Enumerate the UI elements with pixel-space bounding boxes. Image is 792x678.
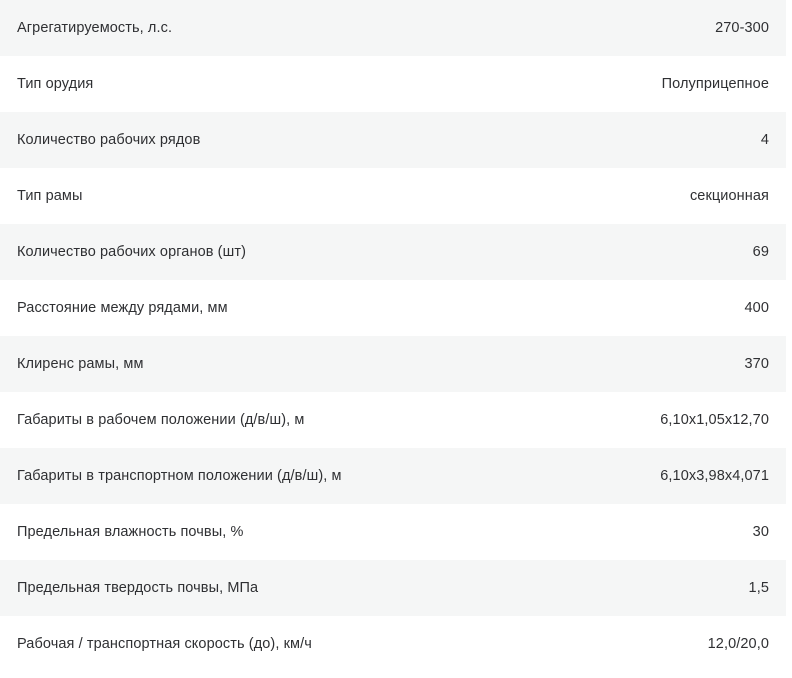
- table-row: [0, 336, 786, 392]
- table-row: [0, 392, 786, 448]
- spec-value: Полуприцепное: [661, 75, 769, 92]
- spec-value: 69: [752, 243, 769, 260]
- spec-name: Агрегатируемость, л.с.: [17, 19, 173, 36]
- spec-name: Предельная твердость почвы, МПа: [17, 579, 259, 596]
- table-row: [0, 168, 786, 224]
- spec-value: 30: [752, 523, 769, 540]
- table-row: [0, 616, 786, 672]
- spec-value: 4: [760, 131, 769, 148]
- table-row: [0, 224, 786, 280]
- spec-value: секционная: [689, 187, 769, 204]
- spec-value: 370: [744, 355, 769, 372]
- spec-name: Расстояние между рядами, мм: [17, 299, 228, 316]
- spec-name: Рабочая / транспортная скорость (до), км/ч: [17, 635, 312, 652]
- spec-value: 400: [744, 299, 769, 316]
- spec-name: Тип орудия: [17, 75, 94, 92]
- spec-name: Предельная влажность почвы, %: [17, 523, 244, 540]
- table-row: [0, 280, 786, 336]
- spec-name: Количество рабочих рядов: [17, 131, 201, 148]
- spec-value: 12,0/20,0: [707, 635, 769, 652]
- table-row: [0, 448, 786, 504]
- spec-name: Тип рамы: [17, 187, 83, 204]
- spec-value: 1,5: [748, 579, 769, 596]
- spec-name: Количество рабочих органов (шт): [17, 243, 247, 260]
- table-row: [0, 504, 786, 560]
- spec-name: Габариты в транспортном положении (д/в/ш), м: [17, 467, 342, 484]
- spec-value: 270-300: [715, 19, 769, 36]
- spec-value: 6,10х3,98х4,071: [660, 467, 769, 484]
- table-row: [0, 0, 786, 56]
- table-row: [0, 112, 786, 168]
- spec-value: 6,10х1,05х12,70: [660, 411, 769, 428]
- spec-name: Габариты в рабочем положении (д/в/ш), м: [17, 411, 305, 428]
- table-row: [0, 560, 786, 616]
- spec-name: Клиренс рамы, мм: [17, 355, 144, 372]
- table-row: [0, 56, 786, 112]
